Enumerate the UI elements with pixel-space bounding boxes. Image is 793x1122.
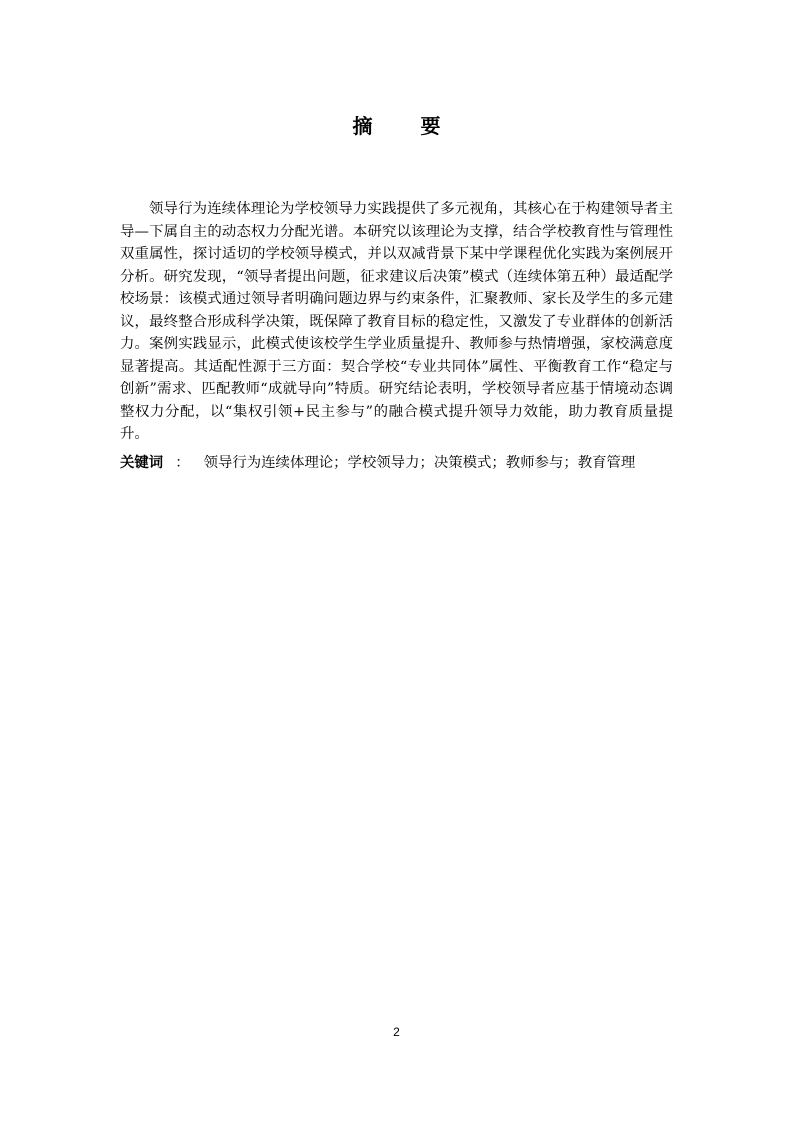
keywords-separator: ： [175,455,190,471]
keywords-line [120,452,673,475]
keywords-list: 领导行为连续体理论；学校领导力；决策模式；教师参与；教育管理 [203,455,636,471]
abstract-body: 领导行为连续体理论为学校领导力实践提供了多元视角，其核心在于构建领导者主导—下属自主的动态权力分配光谱。本研究以该理论为支撑，结合学校教育性与管理性双重属性，探讨适切的学校领导模式，并以双减背景下某中学课程优化实践为案例展开分析。研究发现，“领导者提出问题，征求建议后决策”模式（连续体第五种）最适配学校场景：该模式通过领导者明确问题边界与约束条件，汇聚教师、家长及学生的多元建议，最终整合形成科学决策，既保障了教育目标的稳定性，又激发了专业群体的创新活力。案例实践显示，此模式使该校学生学业质量提升、教师参与热情增强，家校满意度显著提高。其适配性源于三方面：契合学校“专业共同体”属性、平衡教育工作“稳定与创新”需求、匹配教师“成就导向”特质。研究结论表明，学校领导者应基于情境动态调整权力分配，以“集权引领+民主参与”的融合模式提升领导力效能，助力教育质量提升。 [120,201,673,442]
abstract-title: 摘 要 [352,114,455,138]
page-number: 2 [393,1025,400,1039]
keywords-label: 关键词 [120,455,164,471]
